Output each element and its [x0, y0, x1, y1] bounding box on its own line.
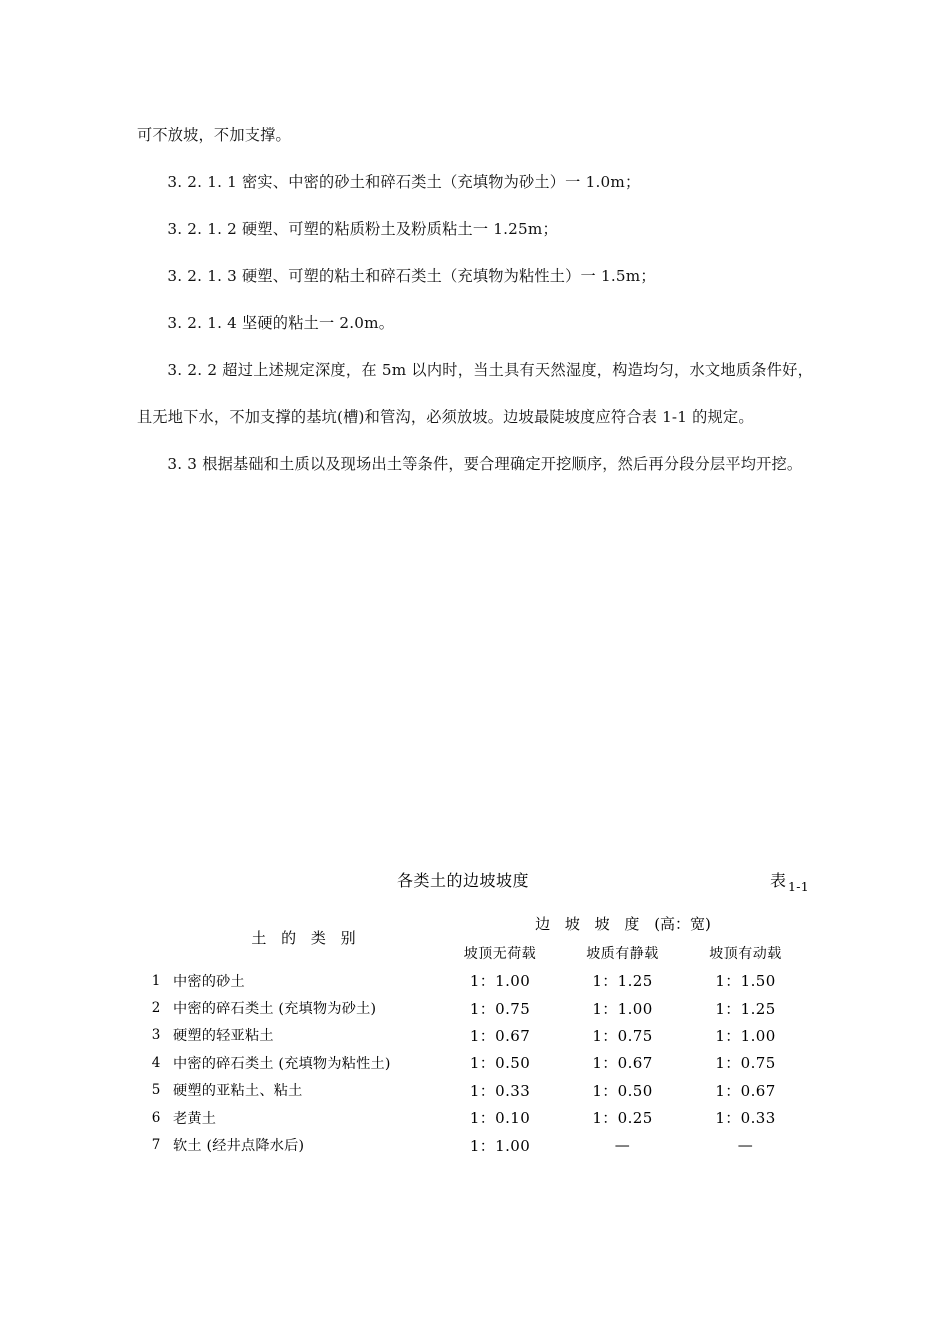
row-soil-name: 老黄土 — [173, 1110, 217, 1127]
row-value-dynamic-load: 1：1.25 — [715, 999, 776, 1018]
row-value-no-load: 1：1.00 — [469, 972, 531, 991]
paragraph-3-2-2: 3. 2. 2 超过上述规定深度，在 5m 以内时，当土具有天然湿度，构造均匀，水文地质条件好，且无地下水，不加支撑的基坑(槽)和管沟，必须放坡。边坡最陡坡度应符合表 1-1 的规定。 — [137, 361, 813, 426]
paragraph-3-2-1-4: 3. 2. 1. 4 坚硬的粘土一 2.0m。 — [167, 314, 395, 332]
table-row — [139, 1049, 807, 1076]
row-value-static-load: 1：1.00 — [592, 999, 653, 1018]
table-label-prefix: 表 — [769, 871, 786, 890]
header-sub-dynamic-load: 坡顶有动载 — [709, 946, 782, 962]
paragraph-0: 可不放坡，不加支撑。 — [137, 126, 291, 144]
row-index: 2 — [151, 1000, 161, 1017]
row-soil-name: 中密的碎石类土 (充填物为粘性土) — [173, 1055, 391, 1072]
slope-gradient-table — [139, 907, 807, 1159]
table-caption-title: 各类土的边坡坡度 — [397, 871, 530, 890]
row-value-no-load: 1：0.10 — [469, 1109, 531, 1128]
row-value-no-load: 1：0.50 — [469, 1054, 531, 1073]
row-index: 5 — [151, 1082, 161, 1099]
table-row — [139, 967, 807, 994]
row-index: 3 — [151, 1027, 161, 1044]
row-value-dynamic-load: 1：1.50 — [715, 972, 776, 991]
row-index: 7 — [151, 1137, 161, 1154]
row-soil-name: 软土 (经井点降水后) — [173, 1138, 305, 1155]
table-caption — [137, 868, 807, 896]
table-row — [139, 1104, 807, 1131]
header-group-suffix: (高：宽) — [654, 914, 711, 933]
row-value-no-load: 1：0.67 — [469, 1026, 531, 1045]
paragraph-3-2-1-2: 3. 2. 1. 2 硬塑、可塑的粘质粉土及粉质粘土一 1.25m； — [167, 220, 558, 238]
row-value-static-load: 1：0.50 — [592, 1081, 653, 1100]
row-soil-name: 中密的砂土 — [173, 973, 245, 990]
row-value-static-load: 1：0.75 — [592, 1026, 653, 1045]
header-index-col — [139, 907, 173, 967]
header-sub-static-load: 坡质有静载 — [586, 946, 659, 962]
body-text-block — [137, 112, 813, 488]
row-value-static-load: 1：0.67 — [592, 1054, 653, 1073]
header-slope-gradient-group — [439, 907, 807, 939]
row-value-no-load: 1：1.00 — [469, 1136, 531, 1155]
paragraph-3-2-1-1: 3. 2. 1. 1 密实、中密的砂土和碎石类土（充填物为砂土）一 1.0m； — [167, 173, 641, 191]
header-group-prefix: 边 坡 坡 度 — [535, 914, 655, 933]
table-row — [139, 1077, 807, 1104]
table-row — [139, 994, 807, 1021]
row-value-static-load: 1：0.25 — [592, 1109, 653, 1128]
row-value-dynamic-load: 1：0.75 — [715, 1054, 776, 1073]
row-value-static-load: — — [614, 1136, 631, 1155]
row-value-no-load: 1：0.33 — [469, 1081, 531, 1100]
row-value-static-load: 1：1.25 — [592, 972, 653, 991]
table-row — [139, 1131, 807, 1158]
row-value-no-load: 1：0.75 — [469, 999, 531, 1018]
table-caption-number — [769, 868, 809, 894]
row-soil-name: 硬塑的轻亚粘土 — [173, 1028, 274, 1045]
table-head — [139, 907, 807, 967]
table-body — [139, 967, 807, 1159]
row-soil-name: 硬塑的亚粘土、粘土 — [173, 1083, 303, 1100]
row-value-dynamic-load: — — [737, 1136, 754, 1155]
header-sub-no-load: 坡顶无荷载 — [463, 946, 537, 962]
table-label-number: 1-1 — [787, 879, 809, 894]
paragraph-3-3: 3. 3 根据基础和土质以及现场出土等条件，要合理确定开挖顺序，然后再分段分层平均开挖。 — [167, 455, 803, 473]
row-index: 4 — [151, 1054, 161, 1071]
row-index: 6 — [151, 1109, 161, 1126]
row-value-dynamic-load: 1：1.00 — [715, 1026, 776, 1045]
row-value-dynamic-load: 1：0.67 — [715, 1081, 776, 1100]
row-index: 1 — [151, 972, 161, 989]
paragraph-3-2-1-3: 3. 2. 1. 3 硬塑、可塑的粘土和碎石类土（充填物为粘性土）一 1.5m； — [167, 267, 656, 285]
row-value-dynamic-load: 1：0.33 — [715, 1109, 776, 1128]
table-row — [139, 1022, 807, 1049]
row-soil-name: 中密的碎石类土 (充填物为砂土) — [173, 1001, 377, 1018]
header-soil-category: 土 的 类 别 — [251, 928, 361, 947]
table-header-row-primary — [139, 907, 807, 939]
